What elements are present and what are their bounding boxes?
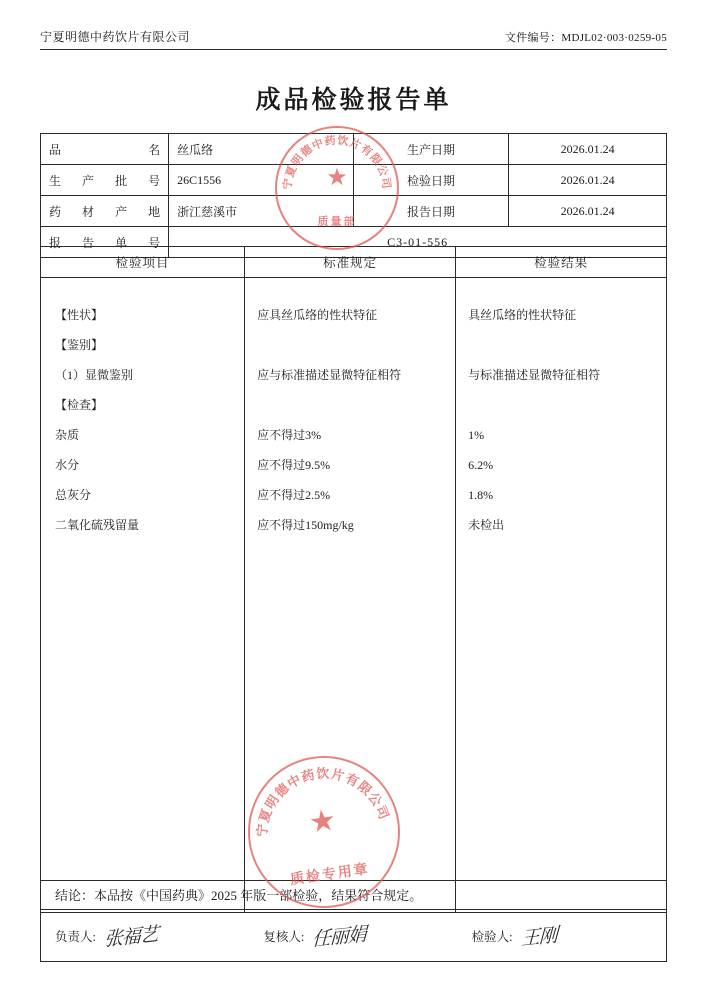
table-row [41,196,667,227]
field-value-production-date: 2026.01.24 [509,134,667,165]
list-item [456,390,666,420]
conclusion-text: 结论：本品按《中国药典》2025 年版一部检验，结果符合规定。 [40,880,667,910]
stamp-arc-label: 宁夏明德中药饮片有限公司 [254,765,393,838]
list-item: 二氧化硫残留量 [55,518,140,532]
results-result-list [456,278,666,540]
signature-inspector [458,910,666,961]
list-item: 【性状】 [55,308,104,322]
field-value-batch-number: 26C1556 [169,165,354,196]
document-header [40,28,667,50]
list-item: 杂质 [55,428,80,442]
star-icon: ★ [326,165,348,192]
field-value-product-name: 丝瓜络 [169,134,354,165]
results-standard-list [245,278,455,540]
list-item: 【鉴别】 [55,338,104,352]
field-label-origin: 药材产地 [41,196,169,227]
table-header-row [41,247,667,278]
column-header-standard: 标准规定 [245,247,456,278]
signature-responsible [41,910,249,961]
stamp-bottom-text-top: 质量部 [317,215,357,228]
list-item [456,330,666,360]
list-item [245,330,455,360]
field-label-production-date: 生产日期 [353,134,508,165]
field-label-inspection-date: 检验日期 [353,165,508,196]
field-label-report-number: 报告单号 [41,227,169,258]
results-result-column [456,278,667,913]
list-item: 1.8% [468,488,494,502]
results-item-column [41,278,245,913]
column-header-item: 检验项目 [41,247,245,278]
table-row [41,134,667,165]
list-item: 与标准描述显微特征相符 [468,368,601,382]
product-info-table [40,133,667,258]
list-item: 【检查】 [55,398,104,412]
list-item: 未检出 [468,518,505,532]
list-item: 应不得过9.5% [257,458,331,472]
stamp-arc-label: 宁夏明德中药饮片有限公司 [281,134,393,191]
field-label-batch-number: 生产批号 [41,165,169,196]
table-row [41,165,667,196]
document-number: 文件编号：MDJL02·003·0259-05 [504,32,667,44]
field-value-origin: 浙江慈溪市 [169,196,354,227]
stamp-bottom-text-middle: 质检专用章 [289,861,371,888]
inspection-results-table [40,246,667,913]
list-item: 应具丝瓜络的性状特征 [257,308,378,322]
signature-value-review: 任丽娟 [312,924,367,951]
list-item: 1% [468,428,485,442]
star-icon: ★ [306,803,339,840]
signature-label-inspector: 检验人: [471,929,513,944]
signature-label-review: 复核人: [263,929,305,944]
signature-footer [40,910,667,962]
table-body-row [41,278,667,913]
page-title: 成品检验报告单 [255,87,452,114]
signature-value-inspector: 王刚 [520,925,557,950]
list-item: 具丝瓜络的性状特征 [468,308,577,322]
field-value-inspection-date: 2026.01.24 [509,165,667,196]
signature-label-responsible: 负责人: [55,929,96,944]
results-standard-column [245,278,456,913]
list-item: 应不得过150mg/kg [257,518,354,532]
signature-value-responsible: 张福艺 [103,924,159,951]
list-item [245,390,455,420]
field-value-report-number: C3-01-556 [169,227,667,258]
field-label-product-name: 品 名 [41,134,169,165]
field-label-report-date: 报告日期 [353,196,508,227]
results-item-list [41,278,244,540]
list-item: （1）显微鉴别 [55,368,134,382]
signature-review [249,910,457,961]
list-item: 应与标准描述显微特征相符 [257,368,402,382]
list-item: 6.2% [468,458,494,472]
field-value-report-date: 2026.01.24 [509,196,667,227]
list-item: 应不得过3% [257,428,322,442]
list-item: 总灰分 [55,488,92,502]
list-item: 水分 [55,458,80,472]
column-header-result: 检验结果 [456,247,667,278]
company-name: 宁夏明德中药饮片有限公司 [40,30,191,44]
list-item: 应不得过2.5% [257,488,331,502]
